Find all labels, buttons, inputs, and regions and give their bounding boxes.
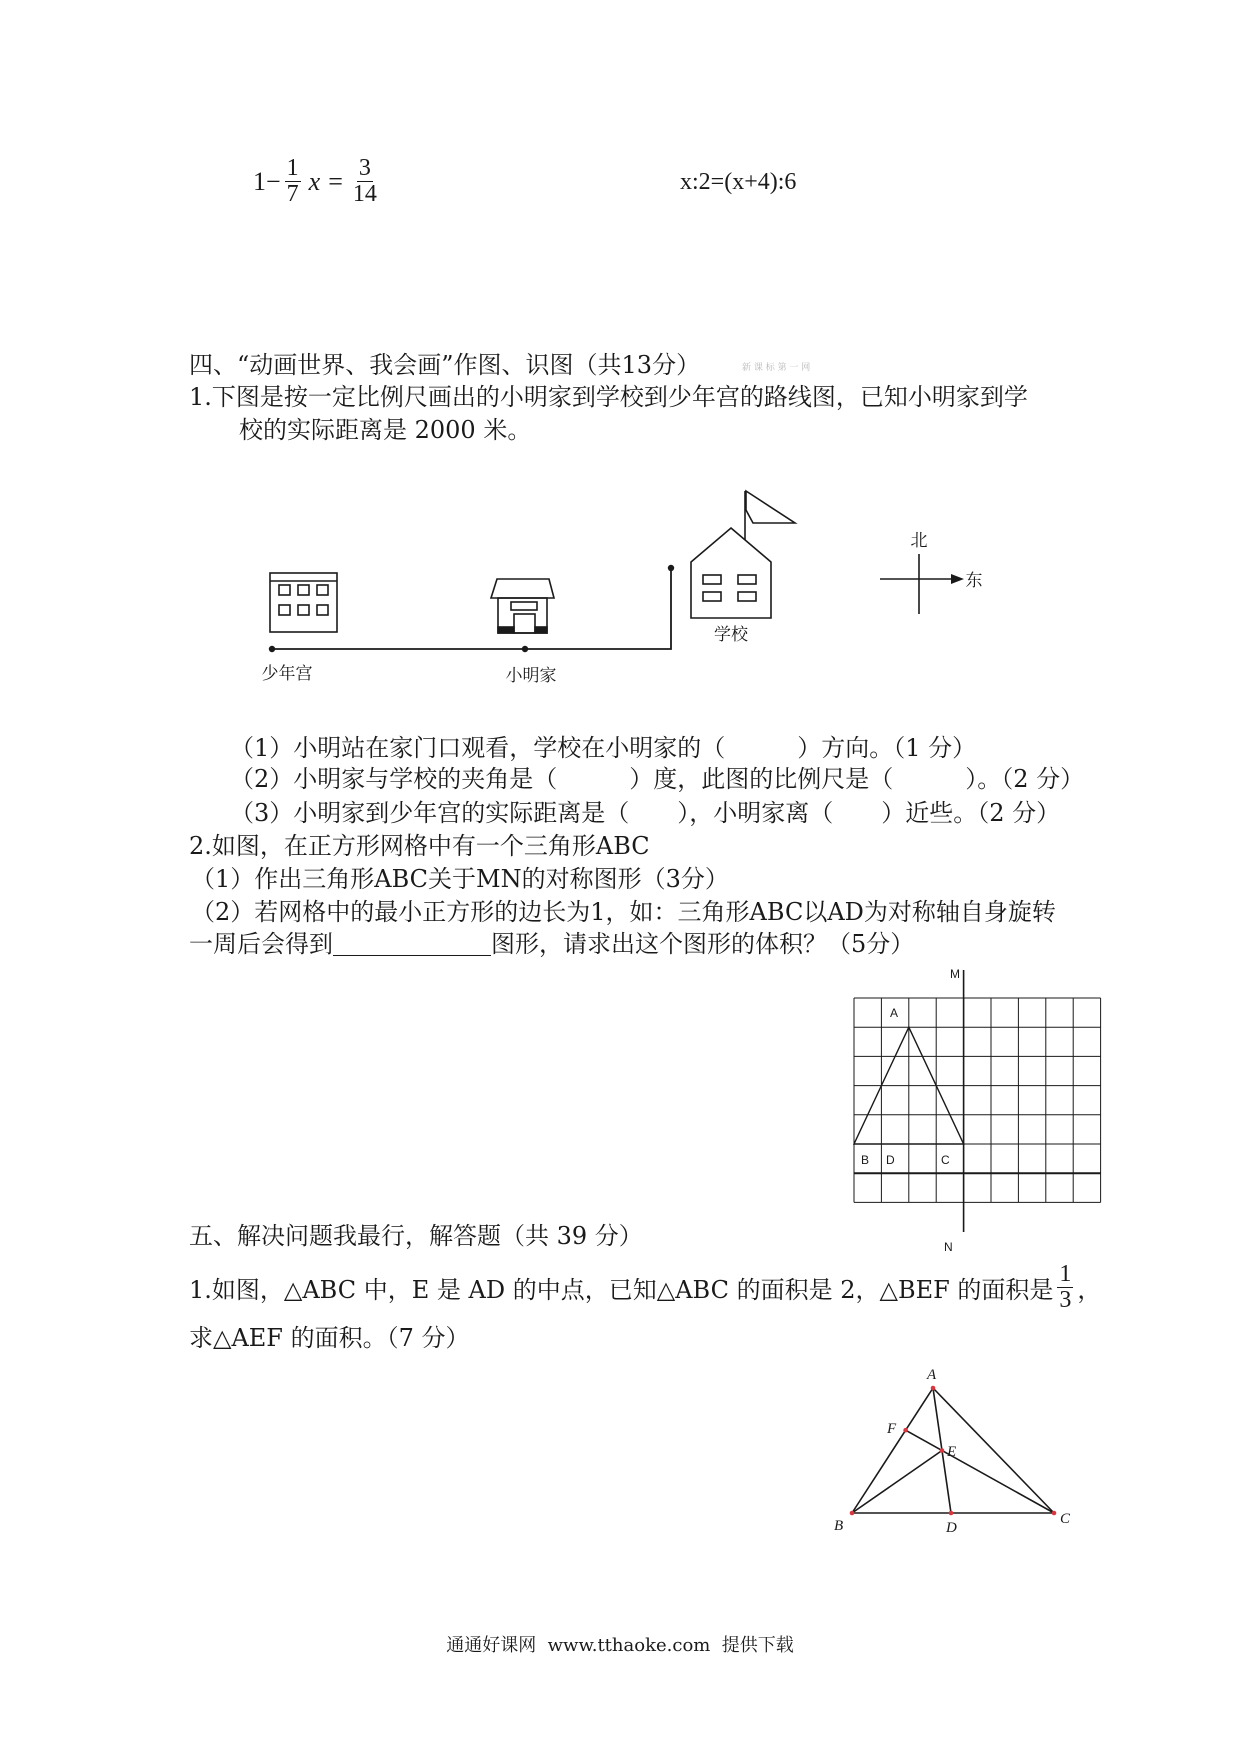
equation-1-variable: x — [308, 166, 321, 196]
section-5-q1-line-1 — [189, 1261, 1101, 1313]
fraction-denominator: 14 — [352, 181, 377, 207]
school-window — [703, 592, 721, 601]
home-house-icon — [491, 579, 554, 633]
fraction-denominator: 3 — [1059, 1286, 1072, 1313]
vertex-dot — [940, 1448, 945, 1453]
school-outline — [691, 528, 771, 618]
label-n: N — [944, 1240, 953, 1254]
fraction-numerator: 1 — [286, 155, 299, 181]
compass-icon — [880, 554, 964, 614]
label-d: D — [946, 1520, 957, 1536]
section-4-q1-sub-2: （2）小明家与学校的夹角是（ ）度，此图的比例尺是（ ）。（2 分） — [230, 765, 1085, 793]
section-4-q2-sub-3 — [189, 932, 914, 956]
vertex-dot — [1052, 1511, 1057, 1516]
house-window — [511, 602, 537, 610]
fraction-denominator: 7 — [286, 181, 299, 207]
label-m: M — [950, 967, 960, 981]
grid-lines — [854, 998, 1101, 1202]
route-line — [272, 568, 671, 649]
section-4-q1-line-2: 校的实际距离是 2000 米。 — [239, 416, 532, 444]
equation-1-lead: 1− — [253, 166, 281, 196]
q1-text-before: 1.如图，△ABC 中，E 是 AD 的中点，已知△ABC 的面积是 2，△BEF 的面积是 — [189, 1275, 1054, 1304]
section-4-q1-sub-1: （1）小明站在家门口观看，学校在小明家的（ ）方向。（1 分） — [230, 734, 977, 762]
school-window — [738, 575, 756, 584]
flag-icon — [746, 491, 795, 523]
equation-1-fraction-b — [351, 156, 379, 207]
section-5-heading: 五、解决问题我最行，解答题（共 39 分） — [189, 1222, 643, 1250]
square-grid-figure — [840, 960, 1110, 1260]
route-corner-point — [668, 565, 674, 571]
fraction-numerator: 1 — [1059, 1260, 1072, 1287]
home-label: 小明家 — [505, 666, 557, 686]
youth-palace-building — [270, 573, 337, 632]
vertex-dot — [850, 1511, 855, 1516]
youth-palace-label: 少年宫 — [261, 664, 313, 684]
home-point — [522, 646, 528, 652]
segment-be — [852, 1451, 942, 1514]
vertex-dot — [903, 1428, 908, 1433]
section-4-q1-sub-3: （3）小明家到少年宫的实际距离是（ ），小明家离（ ）近些。（2 分） — [230, 799, 1061, 827]
house-base — [535, 627, 547, 633]
school-window — [738, 592, 756, 601]
school-building-icon — [691, 491, 795, 618]
building-window — [279, 585, 290, 595]
equation-1-equals: = — [328, 166, 343, 196]
label-c: C — [1060, 1511, 1071, 1527]
q1-text-after: ， — [1077, 1275, 1102, 1304]
sub-3-text-before: 一周后会得到 — [189, 930, 333, 958]
building-window — [317, 605, 328, 615]
palace-point — [269, 646, 275, 652]
equation-1-fraction-a — [285, 156, 301, 207]
school-label: 学校 — [714, 625, 748, 645]
east-label: 东 — [965, 571, 983, 591]
answer-blank — [333, 933, 491, 956]
sub-3-text-after: 图形，请求出这个图形的体积？（5分） — [491, 930, 915, 958]
section-5-q1-line-2: 求△AEF 的面积。（7 分） — [189, 1324, 470, 1352]
equation-2: x:2=(x+4):6 — [680, 169, 797, 195]
watermark-text: 新 课 标 第 一 网 — [742, 363, 811, 373]
building-outline — [270, 573, 337, 632]
section-4-q2-line-1: 2.如图，在正方形网格中有一个三角形ABC — [189, 832, 650, 860]
q1-fraction — [1057, 1262, 1073, 1313]
page-footer: 通通好课网 www.tthaoke.com 提供下载 — [446, 1635, 794, 1656]
label-c: C — [941, 1153, 950, 1167]
house-door — [514, 614, 535, 633]
segment-cf — [906, 1430, 1054, 1513]
route-map — [250, 480, 1010, 700]
label-a: A — [890, 1006, 899, 1020]
house-roof — [491, 579, 554, 598]
label-f: F — [887, 1421, 897, 1437]
building-window — [317, 585, 328, 595]
section-4-heading: 四、“动画世界、我会画”作图、识图（共13分） — [189, 351, 701, 379]
section-4-q2-sub-2: （2）若网格中的最小正方形的边长为1，如：三角形ABC以AD为对称轴自身旋转 — [191, 898, 1056, 926]
label-b: B — [861, 1153, 870, 1167]
building-window — [298, 605, 309, 615]
vertex-dot — [949, 1511, 954, 1516]
vertex-dot — [931, 1386, 936, 1391]
segment-ab — [852, 1388, 933, 1513]
label-b: B — [834, 1518, 844, 1534]
triangle-abc-figure — [820, 1360, 1090, 1550]
label-a: A — [927, 1367, 937, 1383]
section-4-q2-sub-1: （1）作出三角形ABC关于MN的对称图形（3分） — [191, 865, 729, 893]
north-label: 北 — [910, 531, 928, 551]
building-window — [279, 605, 290, 615]
school-window — [703, 575, 721, 584]
label-d: D — [886, 1153, 895, 1167]
building-window — [298, 585, 309, 595]
equation-1 — [253, 156, 383, 207]
label-e: E — [947, 1444, 957, 1460]
fraction-numerator: 3 — [358, 155, 371, 181]
east-arrow-icon — [951, 574, 964, 584]
house-base — [498, 627, 514, 633]
section-4-q1-line-1: 1.下图是按一定比例尺画出的小明家到学校到少年宫的路线图，已知小明家到学 — [189, 383, 1028, 411]
